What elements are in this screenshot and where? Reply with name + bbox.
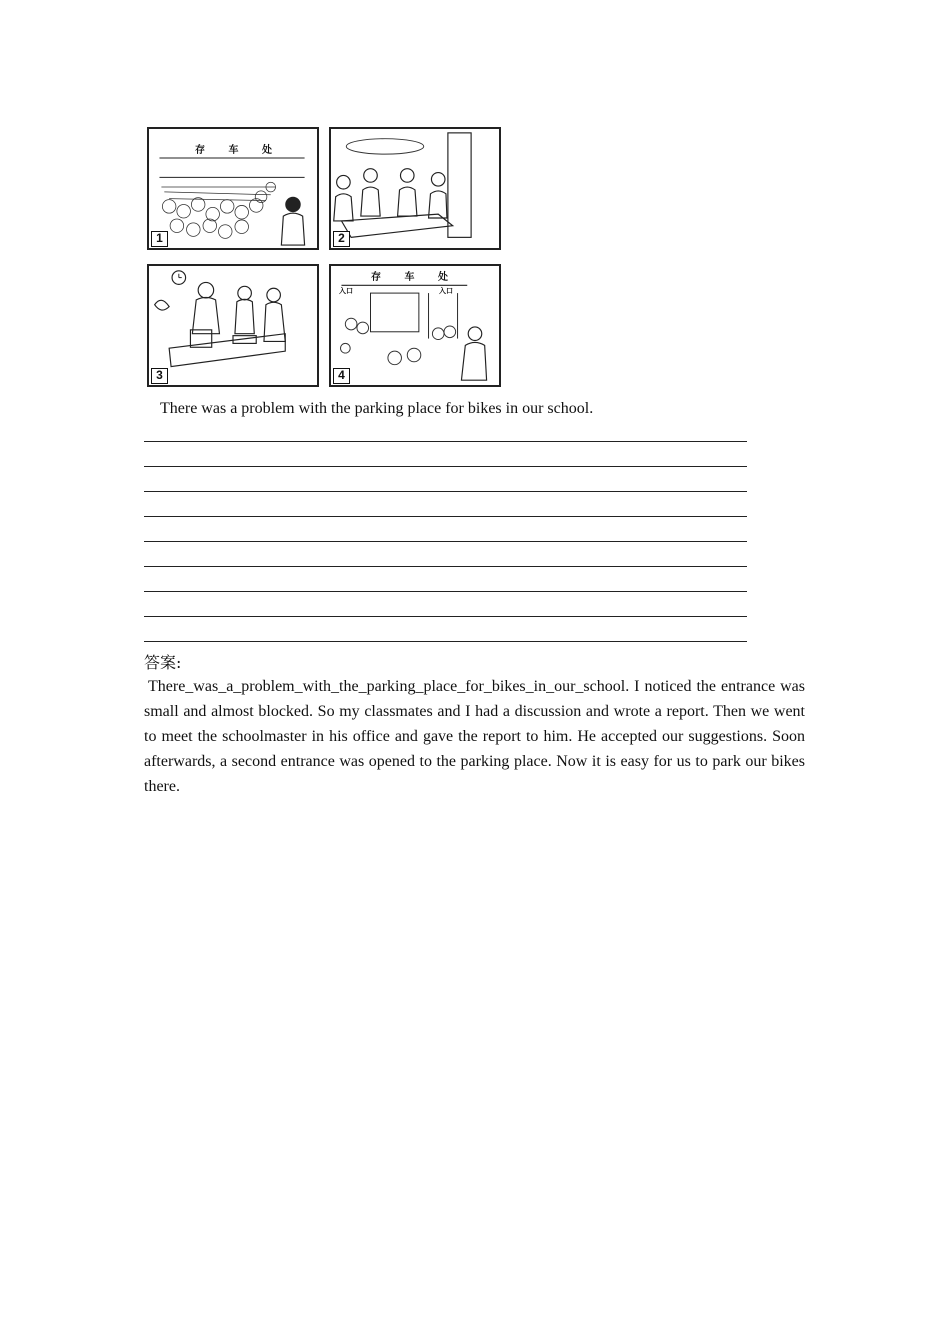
answer-label: 答案: [144,653,182,672]
writing-line[interactable] [144,516,747,517]
panel-number: 3 [151,368,168,384]
answer-text: There_was_a_problem_with_the_parking_place_for_bikes_in_our_school. I noticed the entrance was small and almost blocked. So my classmates and I had a discussion and wrote a report. Then we went to meet the schoolmaster in his office and gave the report to him. He accepted our suggestions. Soon afterwards, a second entrance was opened to the parking place. Now it is easy for us to park our bikes there. [144,678,805,795]
writing-line[interactable] [144,616,747,617]
entrance-sign-right: 入口 [439,287,453,295]
writing-line[interactable] [144,466,747,467]
writing-line[interactable] [144,591,747,592]
writing-line[interactable] [144,491,747,492]
writing-line[interactable] [144,541,747,542]
students-discussion-drawing [331,129,499,248]
parking-sign: 存 车 处 [371,272,458,283]
writing-line[interactable] [144,441,747,442]
schoolmaster-office-drawing [149,266,317,385]
parking-sign: 存 车 处 [195,145,282,156]
panel-number: 1 [151,231,168,247]
writing-prompt: There was a problem with the parking place for bikes in our school. [160,400,594,417]
illustration-panel-4 [329,264,501,387]
illustration-panel-1 [147,127,319,250]
illustration-panel-2 [329,127,501,250]
writing-line[interactable] [144,566,747,567]
panel-number: 2 [333,231,350,247]
illustration-panel-3 [147,264,319,387]
writing-line[interactable] [144,641,747,642]
entrance-sign-left: 入口 [339,287,353,295]
panel-number: 4 [333,368,350,384]
new-entrance-drawing [331,266,499,385]
